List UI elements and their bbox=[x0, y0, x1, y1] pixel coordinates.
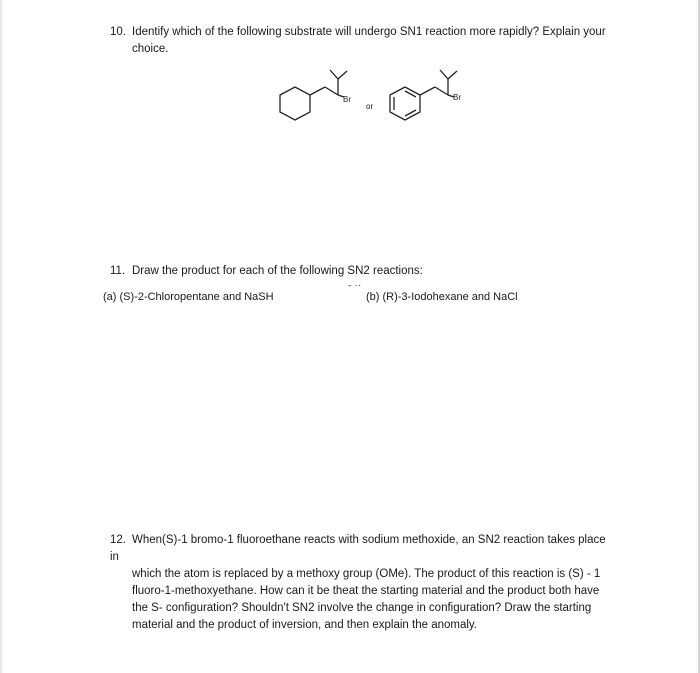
benzyl-tertiary-bromide-structure bbox=[390, 70, 457, 120]
stray-mark: ˉ ˙˙ bbox=[348, 284, 363, 296]
question-number: 11. bbox=[110, 265, 126, 277]
question-text-line: When(S)-1 bromo-1 fluoroethane reacts with sodium methoxide, an SN2 reaction takes place in bbox=[110, 534, 606, 563]
question-text-line: Draw the product for each of the following SN2 reactions: bbox=[132, 265, 423, 277]
page-left-edge bbox=[0, 0, 2, 673]
question-text-line: which the atom is replaced by a methoxy group (OMe). The product of this reaction is (S) - 1 bbox=[132, 568, 601, 580]
question-text-line: choice. bbox=[132, 43, 169, 55]
question-text-line: fluoro-1-methoxyethane. How can it be theat the starting material and the product both have bbox=[132, 585, 600, 597]
question-10 bbox=[110, 24, 630, 58]
question-number: 12. bbox=[110, 534, 126, 546]
question-11 bbox=[110, 263, 630, 280]
question-text-line: Identify which of the following substrate will undergo SN1 reaction more rapidly? Explain your bbox=[132, 26, 606, 38]
bromine-label-right: Br bbox=[453, 93, 461, 102]
cyclohexyl-tertiary-bromide-structure bbox=[280, 70, 347, 120]
bromine-label-left: Br bbox=[343, 95, 351, 104]
question-text-line: the S- configuration? Shouldn't SN2 involve the change in configuration? Draw the starting bbox=[132, 602, 592, 614]
question-11-part-b: (b) (R)-3-Iodohexane and NaCl bbox=[366, 291, 518, 303]
question-11-part-a: (a) (S)-2-Chloropentane and NaSH bbox=[103, 291, 274, 303]
question-number: 10. bbox=[110, 26, 126, 38]
question-text-line: material and the product of inversion, and then explain the anomaly. bbox=[132, 619, 477, 631]
question-12 bbox=[110, 532, 615, 634]
substrate-structures bbox=[260, 62, 490, 137]
or-label: or bbox=[366, 102, 374, 111]
